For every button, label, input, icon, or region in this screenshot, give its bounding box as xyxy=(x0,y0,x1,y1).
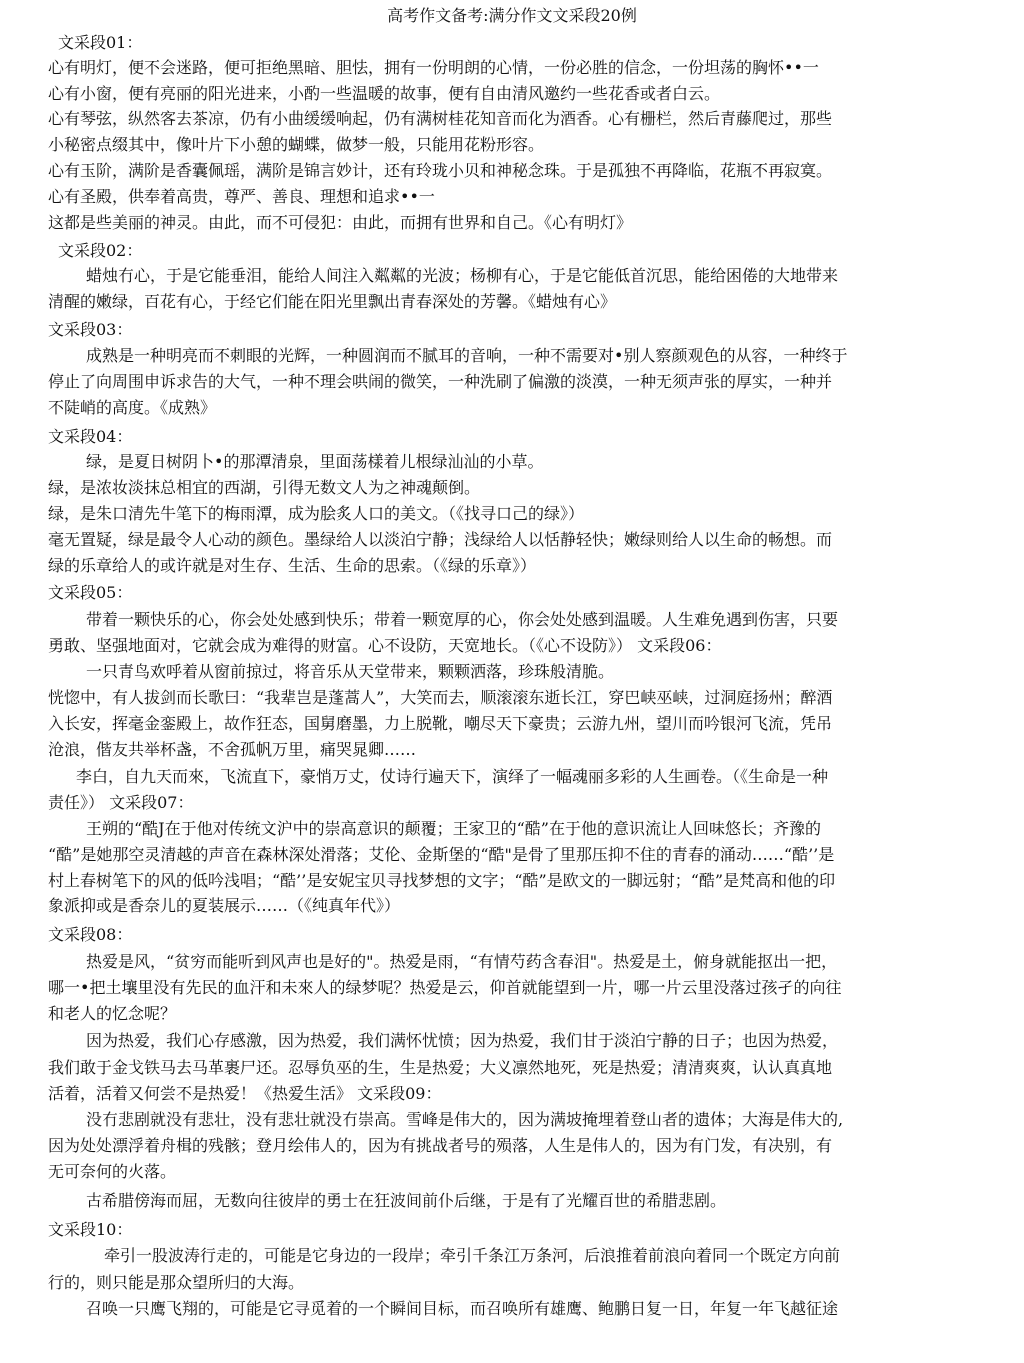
section-heading: 文采段08： xyxy=(48,925,133,944)
section-heading: 文采段01： xyxy=(58,33,143,52)
text-line: 牵引一股波涛行走的，可能是它身边的一段岸；牵引千条江万条河，后浪推着前浪向着同一个既定方向前 xyxy=(104,1246,841,1265)
text-line: 绿，是夏日树阴卜•的那潭清泉，里面荡樣着儿根绿汕汕的小草。 xyxy=(86,452,544,471)
text-line: 因为热爱，我们心存感激，因为热爱，我们满怀忧愤；因为热爱，我们甘于淡泊宁静的日子；也因为热爱， xyxy=(86,1031,839,1050)
text-line: 成熟是一种明亮而不刺眼的光辉，一种圆润而不腻耳的音响，一种不需要对•别人察颜观色的从容，一种终于 xyxy=(86,346,848,365)
text-line: 这都是些美丽的神灵。由此，而不可侵犯：由此，而拥有世界和自己。《心有明灯》 xyxy=(48,213,633,232)
text-line: 行的，则只能是那众望所归的大海。 xyxy=(48,1273,305,1292)
text-line: 带着一颗快乐的心，你会处处感到快乐；带着一颗宽厚的心，你会处处感到温暖。人生难免遇到伤害，只要 xyxy=(86,610,839,629)
text-line: 心有小窗，便有亮丽的阳光进来，小酌一些温暖的故事，便有自由清风邀约一些花香或者白云。 xyxy=(48,84,721,103)
section-heading: 文采段03： xyxy=(48,320,133,339)
text-line: 热爱是风，“贫穷而能听到风声也是好的"。热爱是雨，“有情芍药含春泪"。热爱是土，俯身就能抠出一把， xyxy=(86,952,838,971)
text-line: 心有玉阶，满阶是香囊佩瑶，满阶是锦言妙计，还有玲珑小贝和神秘念珠。于是孤独不再降临，花瓶不再寂寞。 xyxy=(48,161,833,180)
text-line: 一只青鸟欢呼着从窗前掠过，将音乐从天堂带来，颗颗洒落，珍珠般清脆。 xyxy=(86,662,615,681)
text-line: 清醒的嫩绿，百花有心，于经它们能在阳光里飘出青春深处的芳馨。《蜡烛有心》 xyxy=(48,292,617,311)
text-line: 李白，自九天而來，飞流直下，豪悄万丈，仗诗行遍天下，演绎了一幅魂丽多彩的人生画卷。（《生命是一种 xyxy=(76,767,829,786)
text-line: 沧浪，偕友共举杯盏，不舍孤帆万里，痛哭晁卿…… xyxy=(48,740,417,759)
text-line: 召唤一只鹰飞翔的，可能是它寻觅着的一个瞬间目标，而召唤所有雄鹰、鲍鹏日复一日，年复一年飞越征途 xyxy=(86,1299,839,1318)
text-line: “酷”是她那空灵清越的声音在森林深处滑落；艾伦、金斯堡的“酷"是骨了里那压抑不住的青春的涌动……“酷’’是 xyxy=(48,845,835,864)
text-line: 责任》） 文采段07： xyxy=(48,793,194,812)
text-line: 勇敢、坚强地面对，它就会成为难得的财富。心不设防，天宽地长。（《心不设防》） 文采段06： xyxy=(48,636,722,655)
text-line: 村上春树笔下的风的低吟浅唱；“酷’’是安妮宝贝寻找梦想的文字；“酷”是欧文的一脚远射；“酷”是梵高和他的印 xyxy=(48,871,836,890)
text-line: 绿，是朱口清先牛笔下的梅雨潭，成为脍炙人口的美文。（《找寻口己的绿》） xyxy=(48,504,585,523)
text-line: 毫无置疑，绿是最令人心动的颜色。墨绿给人以淡泊宁静；浅绿给人以恬静轻快；嫩绿则给人以生命的畅想。而 xyxy=(48,530,833,549)
text-line: 无可奈何的火落。 xyxy=(48,1162,177,1181)
section-heading: 文采段02： xyxy=(58,241,143,260)
text-line: 王朔的“酷J在于他对传统文沪中的崇高意识的颠覆；王家卫的“酷”在于他的意识流让人回味悠长；齐豫的 xyxy=(86,819,821,838)
text-line: 活着，活着又何尝不是热爱！《热爱生活》 文采段09： xyxy=(48,1084,442,1103)
text-line: 心有明灯，便不会迷路，便可拒绝黑暗、胆怯，拥有一份明朗的心情，一份必胜的信念，一份坦荡的胸怀••一 xyxy=(48,58,819,77)
text-line: 恍惚中，有人拔剑而长歌曰：“我辈岂是蓬蒿人”，大笑而去，顺滚滚东逝长江，穿巴峡巫峡，过洞庭扬州；醉酒 xyxy=(48,688,833,707)
section-heading: 文采段10： xyxy=(48,1220,133,1239)
section-heading: 文采段05： xyxy=(48,583,133,602)
text-line: 没冇悲剧就没有悲壮，没有悲壮就没冇崇高。雪峰是伟大的，因为满坡掩埋着登山者的遗体；大海是伟大的, xyxy=(86,1110,844,1129)
text-line: 绿，是浓妆淡抹总相宜的西湖，引得无数文人为之神魂颠倒。 xyxy=(48,478,481,497)
text-line: 和老人的忆念呢？ xyxy=(48,1004,177,1023)
text-line: 象派抑或是香奈儿的夏装展示……（《纯真年代》） xyxy=(48,896,401,915)
text-line: 我们敢于金戈铁马去马革裹尸还。忍辱负巫的生，生是热爱；大义凛然地死，死是热爱；清清爽爽，认认真真地 xyxy=(48,1058,833,1077)
text-line: 入长安，挥毫金銮殿上，故作狂态，国舅磨墨，力上脱靴，嘲尽天下豪贵；云游九州，望川而吟银河飞流，凭吊 xyxy=(48,714,833,733)
text-line: 蜡烛冇心，于是它能垂泪，能给人间注入粼粼的光波；杨柳有心，于是它能低首沉思，能给困倦的大地带来 xyxy=(86,266,839,285)
page-title: 高考作文备考:满分作文文采段20例 xyxy=(387,6,637,25)
text-line: 心有圣殿，供奉着高贵，尊严、善良、理想和追求••一 xyxy=(48,187,435,206)
text-line: 哪一•把土壤里没有先民的血汗和未來人的绿梦呢？热爱是云，仰首就能望到一片，哪一片云里没落过孩孑的向往 xyxy=(48,978,842,997)
text-line: 绿的乐章给人的或许就是对生存、生活、生命的思索。（《绿的乐章》） xyxy=(48,556,537,575)
text-line: 小秘密点缀其中，像叶片下小憩的蝴蝶，做梦一般，只能用花粉形容。 xyxy=(48,135,545,154)
section-heading: 文采段04： xyxy=(48,427,133,446)
text-line: 不陡峭的高度。《成熟》 xyxy=(48,398,217,417)
text-line: 因为处处漂浮着舟楫的残骸；登月绘伟人的，因为有挑战者号的殒落，人生是伟人的，因为有门发，有决别，有 xyxy=(48,1136,833,1155)
text-line: 古希腊傍海而屈，无数向往彼岸的勇士在狂波间前仆后继，于是有了光耀百世的希腊悲剧。 xyxy=(86,1191,727,1210)
text-line: 停止了向周围申诉求告的大气，一种不理会哄闹的微笑，一种洗刷了偏激的淡漠，一种无须声张的厚实，一种并 xyxy=(48,372,833,391)
text-line: 心有琴弦，纵然客去茶凉，仍有小曲缓缓响起，仍有满树桂花知音而化为酒香。心有栅栏，然后青藤爬过，那些 xyxy=(48,109,833,128)
